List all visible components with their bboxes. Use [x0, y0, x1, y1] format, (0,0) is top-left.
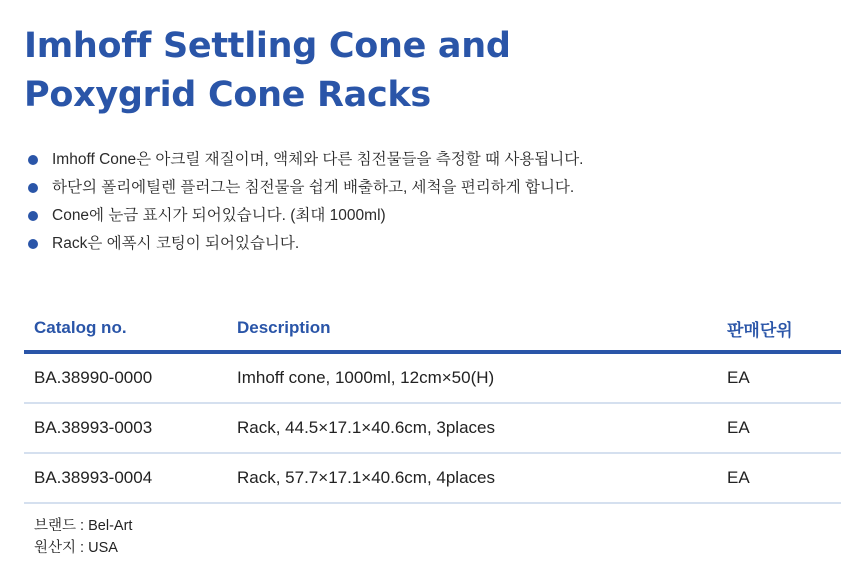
description-cell: Rack, 44.5×17.1×40.6cm, 3places [227, 403, 717, 453]
table-header-row [24, 306, 841, 352]
description-cell: Imhoff cone, 1000ml, 12cm×50(H) [227, 352, 717, 403]
product-meta [34, 515, 132, 559]
catalog-no-cell: BA.38990-0000 [24, 352, 227, 403]
header-sales-unit: 판매단위 [717, 306, 841, 352]
feature-item [28, 202, 584, 230]
header-description: Description [227, 306, 717, 352]
table-row [24, 352, 841, 403]
feature-text: 하단의 폴리에틸렌 플러그는 침전물을 쉽게 배출하고, 세척을 편리하게 합니다. [52, 179, 575, 196]
feature-text: Cone에 눈금 표시가 되어있습니다. (최대 1000ml) [52, 207, 386, 224]
product-table [24, 306, 841, 504]
bullet-icon [28, 155, 38, 165]
origin-text: 원산지 : USA [34, 540, 118, 556]
feature-text: Rack은 에폭시 코팅이 되어있습니다. [52, 235, 300, 252]
feature-list [28, 146, 584, 258]
bullet-icon [28, 239, 38, 249]
table-row [24, 403, 841, 453]
feature-item [28, 230, 584, 258]
header-catalog-no: Catalog no. [24, 306, 227, 352]
bullet-icon [28, 211, 38, 221]
title-line-2: Poxygrid Cone Racks [24, 75, 431, 115]
catalog-no-cell: BA.38993-0003 [24, 403, 227, 453]
brand-text: 브랜드 : Bel-Art [34, 518, 133, 534]
table-row [24, 453, 841, 503]
description-cell: Rack, 57.7×17.1×40.6cm, 4places [227, 453, 717, 503]
sales-unit-cell: EA [717, 403, 841, 453]
title-line-1: Imhoff Settling Cone and [24, 26, 511, 66]
bullet-icon [28, 183, 38, 193]
catalog-no-cell: BA.38993-0004 [24, 453, 227, 503]
feature-item [28, 174, 584, 202]
sales-unit-cell: EA [717, 453, 841, 503]
feature-text: Imhoff Cone은 아크릴 재질이며, 액체와 다른 침전물들을 측정할 때 사용됩니다. [52, 151, 584, 168]
feature-item [28, 146, 584, 174]
sales-unit-cell: EA [717, 352, 841, 403]
page-title [24, 22, 511, 120]
